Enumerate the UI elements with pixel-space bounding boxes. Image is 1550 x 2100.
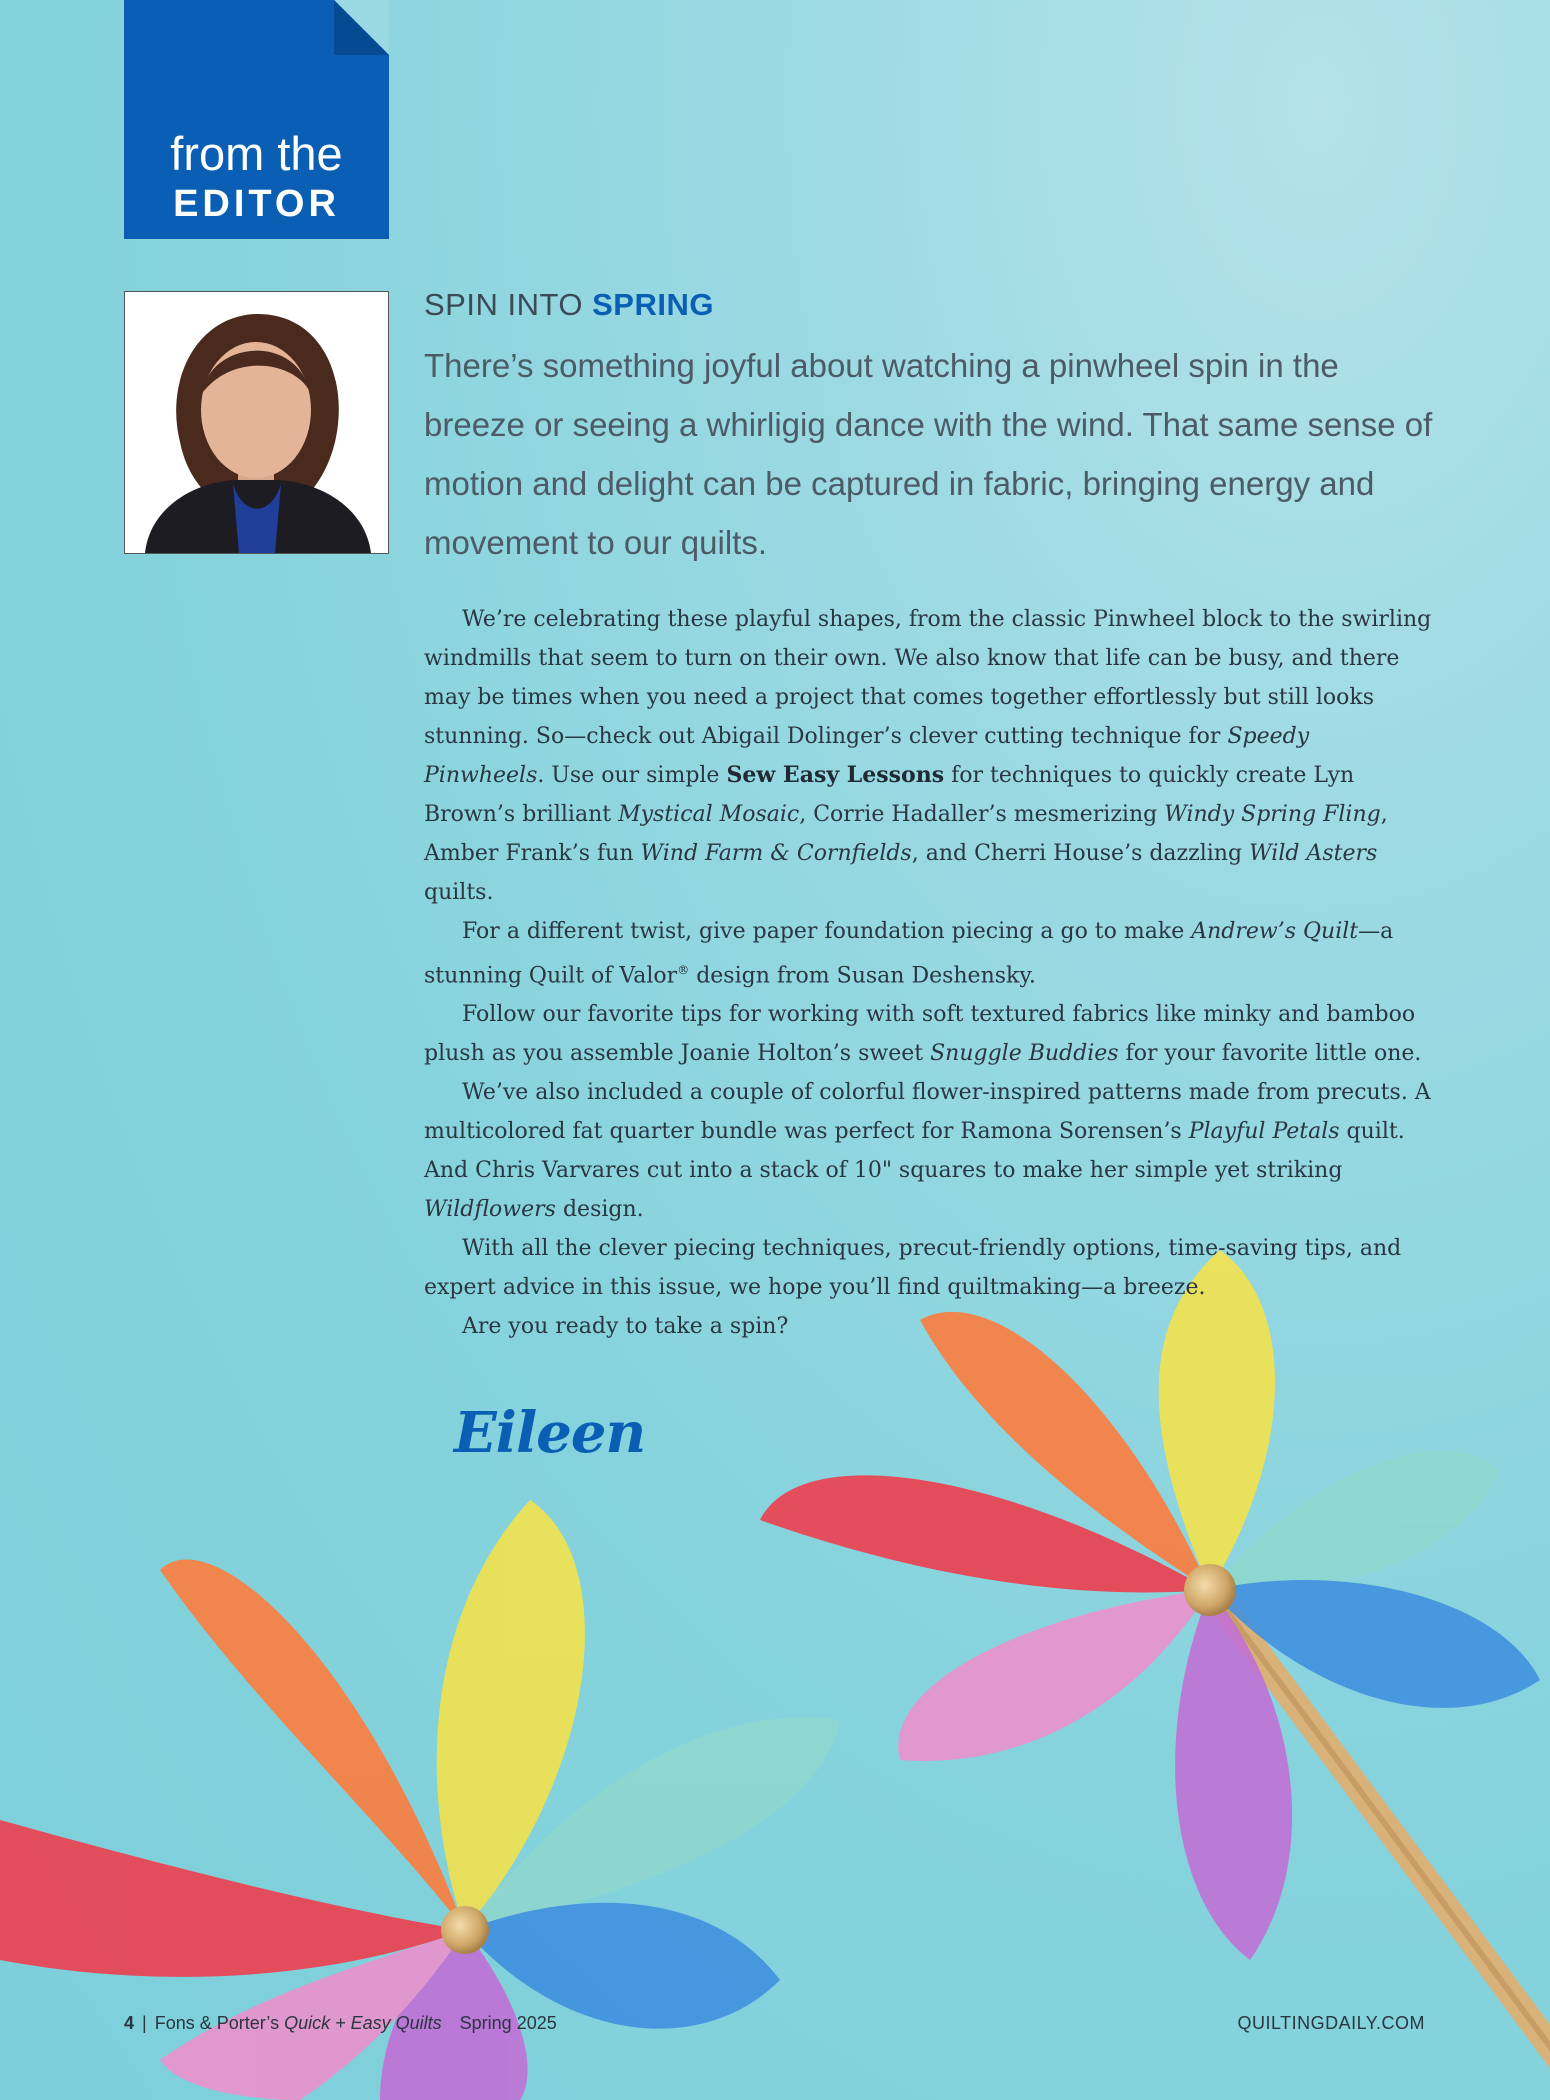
body-text-run: —a stunning Quilt of Valor: [424, 919, 1394, 989]
body-text-run: , and Cherri House’s dazzling: [911, 841, 1250, 866]
body-text-run: quilts.: [424, 880, 494, 905]
body-text-run: design.: [555, 1197, 644, 1223]
body-paragraph-5: With all the clever piecing techniques, precut-friendly options, time-saving tips, and expert advice in this issue, we hope you’ll find quiltmaking—a breeze.: [424, 1236, 1402, 1301]
section-tab: [124, 0, 389, 239]
body-paragraph-6: Are you ready to take a spin?: [462, 1314, 789, 1340]
body-text-run: quilt. And Chris Varvares cut into a stack of 10" squares to make her simple yet striking: [424, 1119, 1405, 1184]
section-tab-line1: from the: [170, 127, 343, 180]
intro-paragraph: There’s something joyful about watching a pinwheel spin in the breeze or seeing a whirligig dance with the wind. That same sense of motion and delight can be captured in fabric, bringing energy and movement to our quilts.: [424, 347, 1433, 561]
tab-fold-shadow: [334, 0, 389, 55]
body-paragraph-3: [424, 995, 1434, 1073]
body-text-run: We’ve also included a couple of colorful flower-inspired patterns made from precuts. A multicolored fat quarter bundle was perfect for Ramona Sorensen’s: [424, 1080, 1431, 1145]
editor-portrait-photo: [124, 291, 389, 554]
quilt-title: Speedy Pinwheels: [424, 724, 1310, 788]
body-paragraph-4: [424, 1073, 1434, 1229]
quilt-title: Wildflowers: [424, 1197, 556, 1223]
headline-accent: SPRING: [592, 287, 714, 322]
magazine-prefix: Fons & Porter’s: [154, 2013, 285, 2033]
body-paragraph-1: [424, 600, 1434, 912]
pinwheel-small: [0, 1500, 840, 2100]
headline: [424, 284, 714, 326]
footer-separator: |: [142, 2013, 147, 2033]
body-text-run: for techniques to quickly create Lyn Brown’s brilliant: [424, 763, 1355, 827]
quilt-title: Snuggle Buddies: [930, 1041, 1119, 1067]
sew-easy-lessons-label: Sew Easy Lessons: [726, 762, 945, 788]
headline-kicker: SPIN INTO: [424, 287, 583, 322]
pinwheel-small-cap: [441, 1906, 489, 1954]
quilt-title: Mystical Mosaic: [618, 802, 800, 827]
body-text-run: for your favorite little one.: [1118, 1041, 1422, 1067]
pinwheel-large: [760, 1250, 1540, 1960]
body-text-run: . Use our simple: [537, 763, 727, 788]
footer-left: [124, 2011, 557, 2035]
body-text-run: Follow our favorite tips for working with soft textured fabrics like minky and bamboo plush as you assemble Joanie Holton’s sweet: [424, 1002, 1416, 1067]
section-tab-line2: EDITOR: [173, 183, 340, 225]
body-text-run: , Corrie Hadaller’s mesmerizing: [799, 802, 1165, 827]
quilt-title: Windy Spring Fling: [1164, 802, 1381, 827]
magazine-title: Quick + Easy Quilts: [284, 2013, 442, 2033]
quilt-title: Playful Petals: [1188, 1119, 1340, 1145]
registered-mark: ®: [677, 963, 690, 977]
body-text-run: design from Susan Deshensky.: [689, 963, 1036, 989]
quilt-title: Wild Asters: [1249, 841, 1378, 866]
website-link[interactable]: QUILTINGDAILY.COM: [1237, 2013, 1425, 2033]
body-text: [424, 600, 1434, 1346]
body-text-run: For a different twist, give paper foundation piecing a go to make: [462, 919, 1192, 944]
pinwheel-large-cap: [1184, 1564, 1236, 1616]
editor-signature: Eileen: [454, 1400, 646, 1466]
editor-portrait-icon: [125, 292, 388, 553]
issue-label: Spring 2025: [459, 2013, 557, 2033]
page-number: 4: [124, 2013, 135, 2033]
body-text-run: , Amber Frank’s fun: [424, 802, 1388, 866]
body-paragraph-2: [424, 912, 1434, 995]
quilt-title: Wind Farm & Cornfields: [640, 841, 912, 866]
quilt-title: Andrew’s Quilt: [1191, 919, 1359, 944]
body-text-run: We’re celebrating these playful shapes, from the classic Pinwheel block to the swirling windmills that seem to turn on their own. We also know that life can be busy, and there may be times when you need a project that comes together effortlessly but still looks stunning. So—check out Abigail Dolinger’s clever cutting technique for: [424, 607, 1432, 749]
